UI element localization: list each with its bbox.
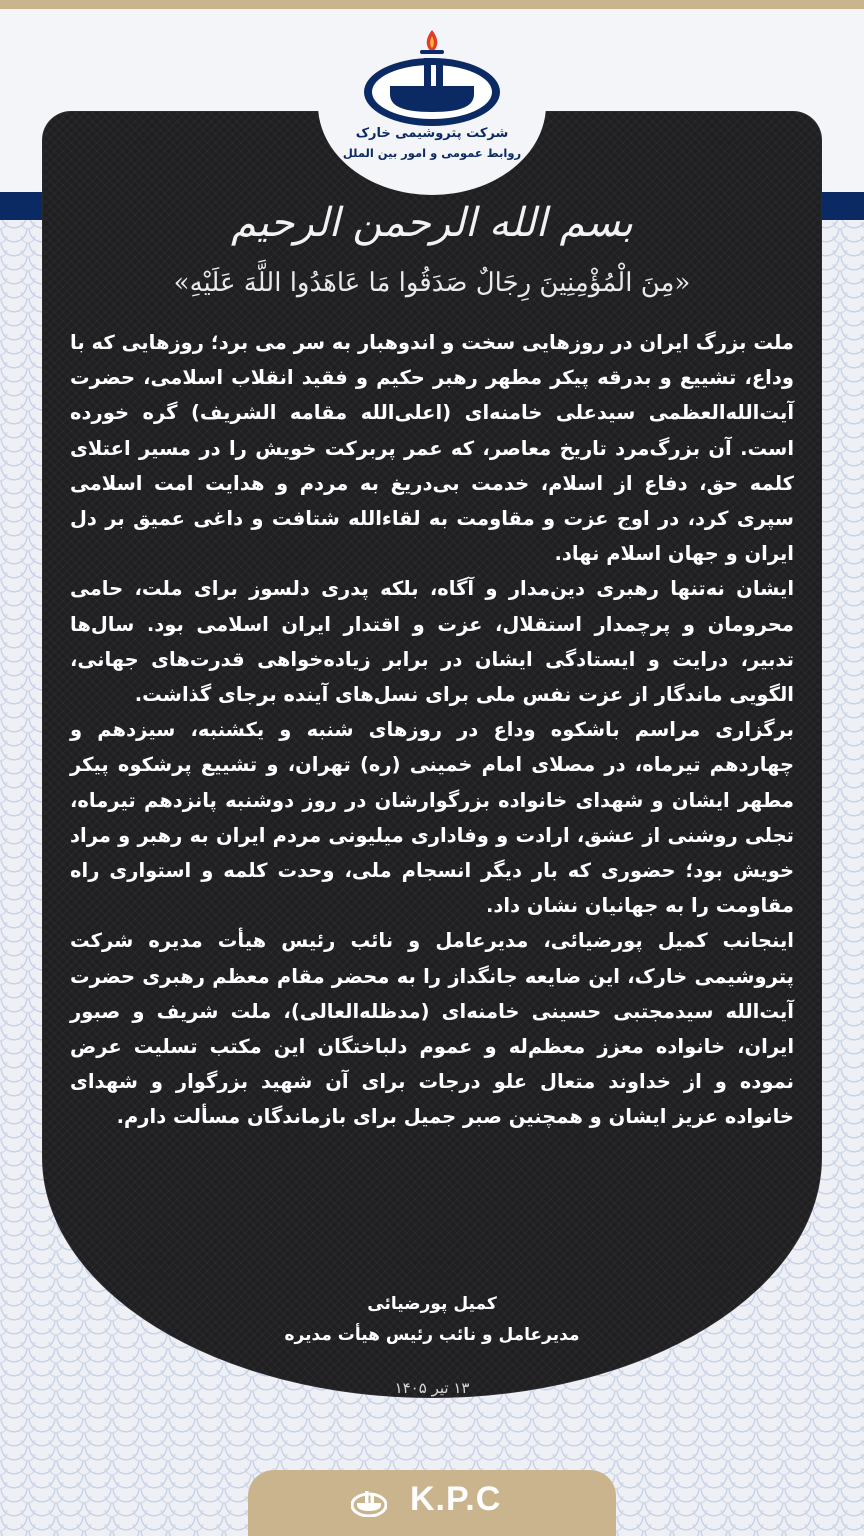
paragraph-4: اینجانب کمیل پورضیائی، مدیرعامل و نائب رئیس هیأت مدیره شرکت پتروشیمی خارک، این ضایعه جانگداز را به محضر مقام معظم رهبری حضرت آیت‌الله سیدمجتبی حسینی خامنه‌ای (مدظله‌العالی)، ملت شریف و صبور ایران، خانواده معزز معظم‌له و عموم دلباختگان این مکتب تسلیت عرض نموده و از خداوند متعال علو درجات برای آن شهید بزرگوار و شهدای خانواده عزیز ایشان و همچنین صبر جمیل برای بازماندگان مسألت دارم. xyxy=(70,929,794,1129)
message-date: ۱۳ تیر ۱۴۰۵ xyxy=(394,1379,470,1397)
footer-brand: K.P.C xyxy=(410,1480,502,1518)
paragraph-2: ایشان نه‌تنها رهبری دین‌مدار و آگاه، بلکه پدری دلسوز برای ملت، حامی محرومان و پرچمدار استقلال، عزت و اقتدار ایران اسلامی بود. سال‌ها تدبیر، درایت و ایستادگی ایشان در برابر زیاده‌خواهی قدرت‌های جهانی، الگویی ماندگار از عزت نفس ملی برای نسل‌های آینده برجای گذاشت. xyxy=(70,577,794,707)
company-logo-icon xyxy=(360,28,504,128)
department-name: روابط عمومی و امور بین الملل xyxy=(342,146,522,160)
company-name: شرکت پتروشیمی خارک xyxy=(355,126,509,141)
top-gold-strip xyxy=(0,0,864,9)
signatory-role: مدیرعامل و نائب رئیس هیأت مدیره xyxy=(284,1325,580,1345)
paragraph-1: ملت بزرگ ایران در روزهایی سخت و اندوهبار به سر می برد؛ روزهایی که با وداع، تشییع و بدرقه پیکر مطهر رهبر حکیم و فقید انقلاب اسلامی، حضرت آیت‌الله‌العظمی سیدعلی خامنه‌ای (اعلی‌الله مقامه الشریف) گره خورده است. آن بزرگ‌مرد تاریخ معاصر، که عمر پربرکت خویش را در مسیر اعتلای کلمه حق، دفاع از اسلام، خدمت بی‌دریغ به مردم و هدایت امت اسلامی سپری کرد، در اوج عزت و مقاومت به لقاءالله شتافت و داغی عمیق بر دل ایران و جهان اسلام نهاد. xyxy=(70,331,794,566)
message-body xyxy=(70,325,794,1135)
paragraph-3: برگزاری مراسم باشکوه وداع در روزهای شنبه و یکشنبه، سیزدهم و چهاردهم تیرماه، در مصلای امام خمینی (ره) تهران، و تشییع پرشکوه پیکر مطهر ایشان و شهدای خانواده بزرگوارشان در روز دوشنبه پانزدهم تیرماه، تجلی روشنی از عشق، ارادت و وفاداری میلیونی مردم ایران به رهبر و مراد خویش بود؛ حضوری که بار دیگر انسجام ملی، وحدت کلمه و استواری راه مقاومت را به جهانیان نشان داد. xyxy=(70,718,794,918)
footer-logo-icon xyxy=(351,1487,387,1517)
signatory-name: کمیل پورضیائی xyxy=(367,1294,497,1314)
bismillah-heading: بسم الله الرحمن الرحیم xyxy=(230,200,634,246)
quran-verse: «مِنَ الْمُؤْمِنِينَ رِجَالٌ صَدَقُوا مَا عَاهَدُوا اللَّهَ عَلَيْهِ» xyxy=(173,268,691,298)
